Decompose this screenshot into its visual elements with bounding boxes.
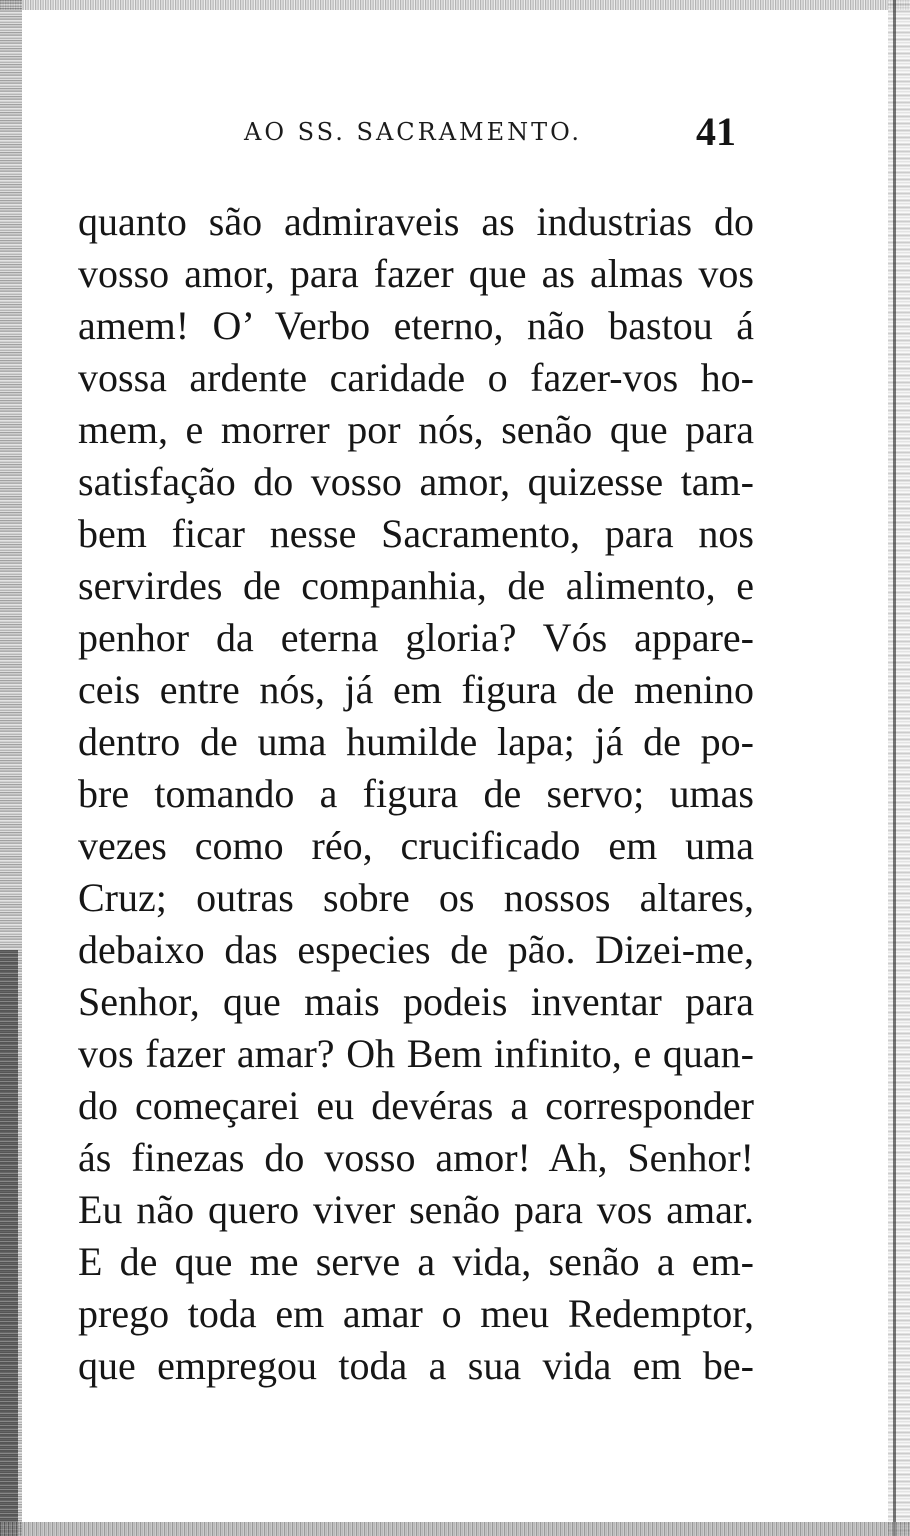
text-line: mem, e morrer por nós, senão que para	[78, 407, 754, 452]
scan-edge-top	[0, 0, 910, 10]
text-line: que empregou toda a sua vida em be-	[78, 1343, 754, 1388]
text-line: vezes como réo, crucificado em uma	[78, 823, 754, 868]
page-number: 41	[696, 109, 736, 154]
text-line: E de que me serve a vida, senão a em-	[78, 1239, 754, 1284]
text-line: bre tomando a figura de servo; umas	[78, 771, 754, 816]
text-line: vos fazer amar? Oh Bem infinito, e quan-	[78, 1031, 754, 1076]
text-line: vossa ardente caridade o fazer-vos ho-	[78, 355, 754, 400]
text-line: debaixo das especies de pão. Dizei-me,	[78, 927, 754, 972]
running-title: AO SS. SACRAMENTO.	[244, 118, 583, 146]
text-line: amem! O’ Verbo eterno, não bastou á	[78, 303, 754, 348]
text-line: vosso amor, para fazer que as almas vos	[78, 251, 754, 296]
scan-edge-right	[888, 0, 910, 1536]
text-line: ás finezas do vosso amor! Ah, Senhor!	[78, 1135, 754, 1180]
text-line: satisfação do vosso amor, quizesse tam-	[78, 459, 754, 504]
text-line: do começarei eu devéras a corresponder	[78, 1083, 754, 1128]
text-line: prego toda em amar o meu Redemptor,	[78, 1291, 754, 1336]
body-text	[78, 196, 754, 1392]
text-line: bem ficar nesse Sacramento, para nos	[78, 511, 754, 556]
text-line: dentro de uma humilde lapa; já de po-	[78, 719, 754, 764]
scan-edge-left-shadow	[0, 950, 18, 1536]
text-line: quanto são admiraveis as industrias do	[78, 199, 754, 244]
text-line: Eu não quero viver senão para vos amar.	[78, 1187, 754, 1232]
text-line: ceis entre nós, já em figura de menino	[78, 667, 754, 712]
text-line: Cruz; outras sobre os nossos altares,	[78, 875, 754, 920]
text-line: Senhor, que mais podeis inventar para	[78, 979, 754, 1024]
text-line: servirdes de companhia, de alimento, e	[78, 563, 754, 608]
scan-edge-bottom	[0, 1522, 910, 1536]
scan-edge-right-line	[893, 0, 896, 1536]
text-line: penhor da eterna gloria? Vós appare-	[78, 615, 754, 660]
